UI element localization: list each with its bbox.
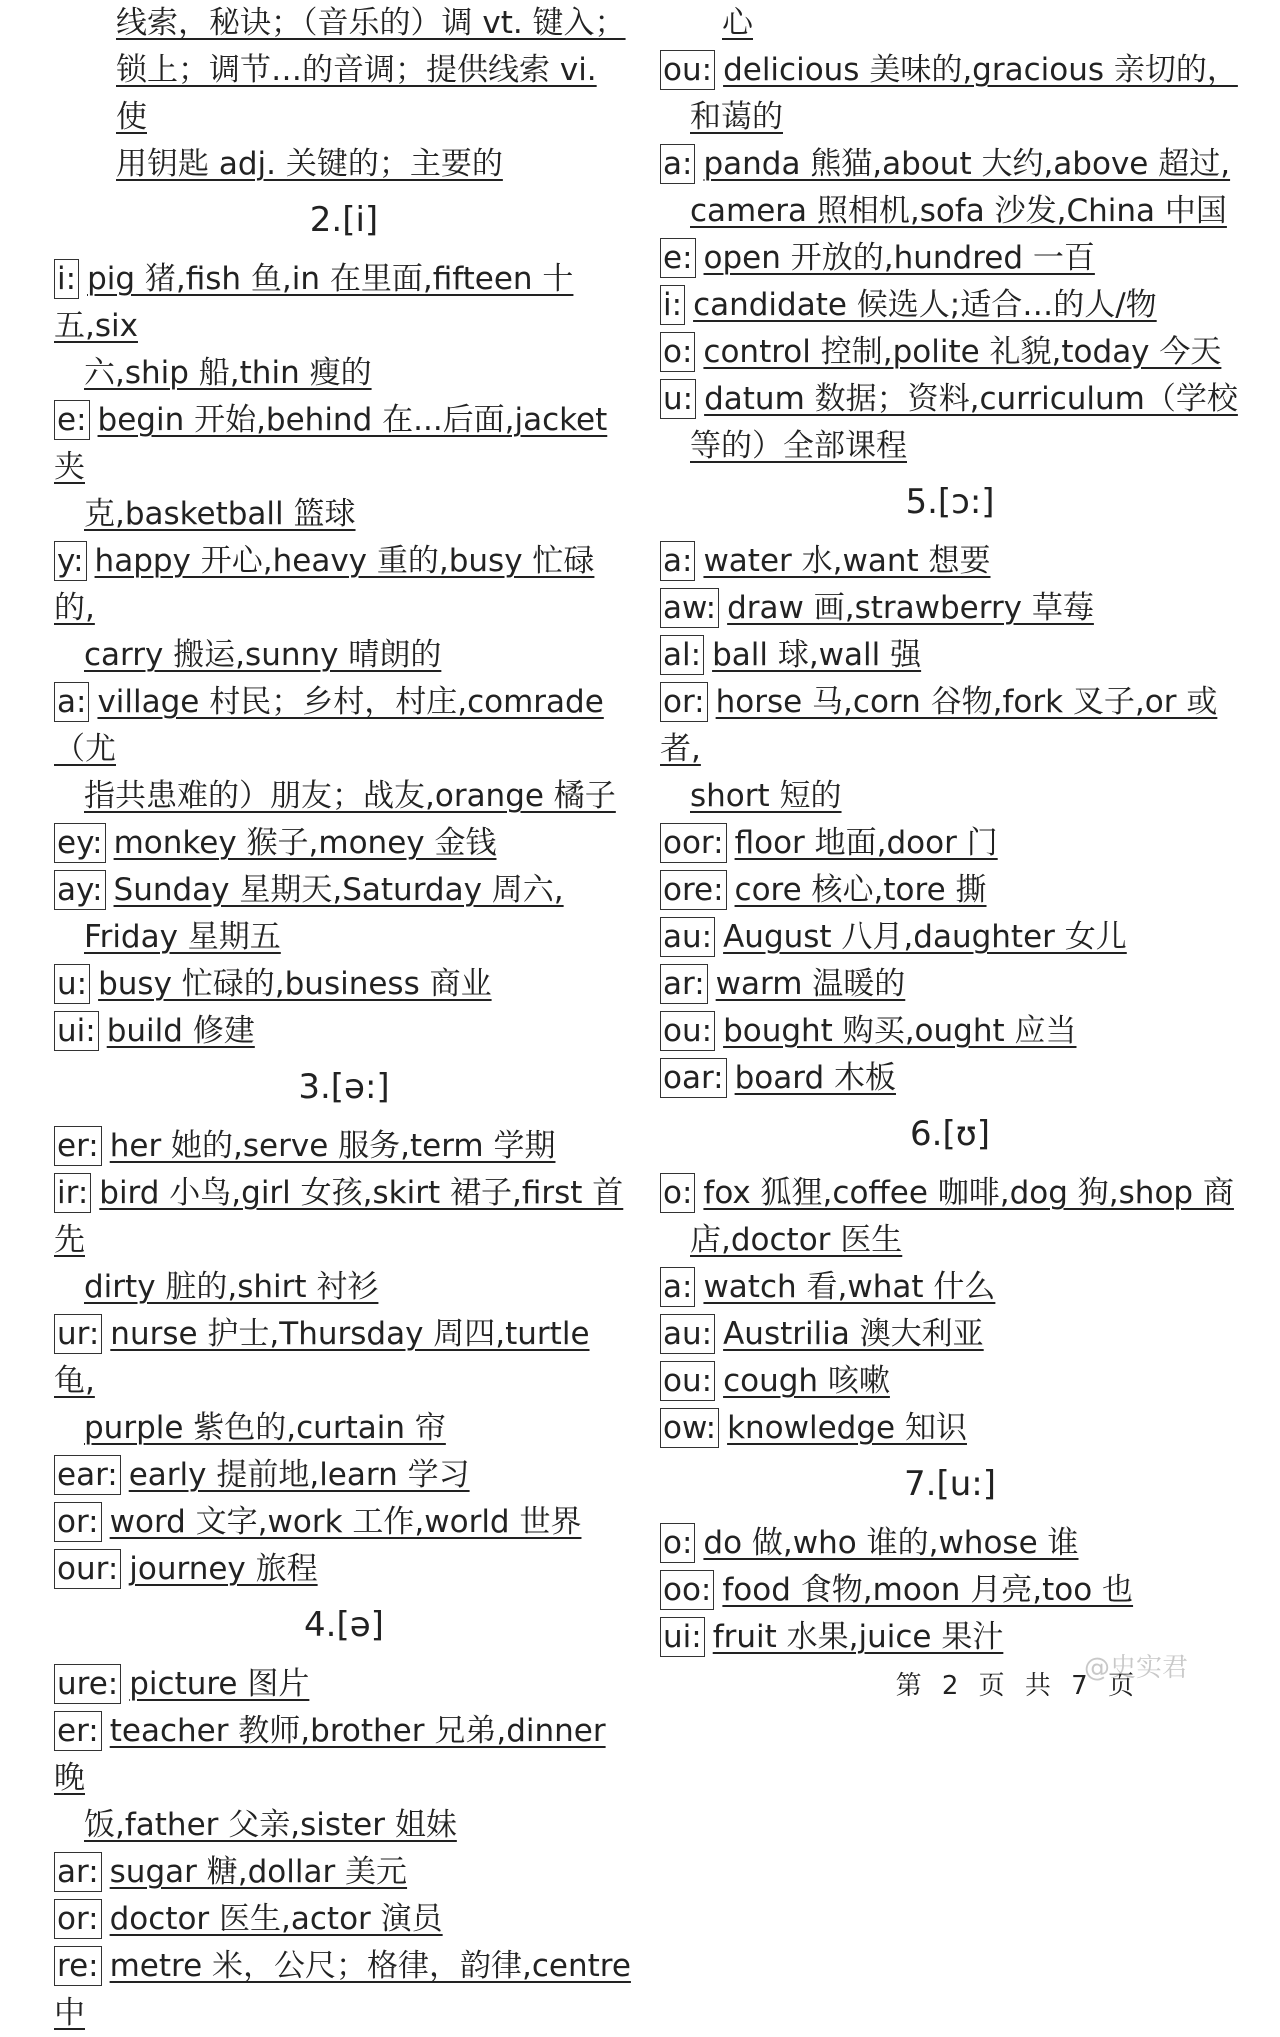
letter-pattern-box: u: xyxy=(660,379,696,419)
phonics-entry xyxy=(54,1849,634,1896)
section-heading: 6.[ʊ] xyxy=(910,1114,990,1154)
phonics-entry xyxy=(660,538,1240,585)
entry-text: watch 看,what 什么 xyxy=(703,1269,996,1305)
letter-pattern-box: o: xyxy=(660,332,695,372)
letter-pattern-box: our: xyxy=(54,1549,121,1589)
letter-pattern-box: er: xyxy=(54,1711,102,1751)
entry-text: doctor 医生,actor 演员 xyxy=(109,1901,443,1937)
letter-pattern-box: er: xyxy=(54,1126,102,1166)
page-footer: 第 2 页 共 7 页 xyxy=(895,1671,1140,1701)
entry-text: warm 温暖的 xyxy=(715,966,906,1002)
letter-pattern-box: y: xyxy=(54,541,87,581)
letter-pattern-box: ou: xyxy=(660,1361,715,1401)
entry-text: happy 开心,heavy 重的,busy 忙碌的, xyxy=(54,543,595,626)
entry-text: bought 购买,ought 应当 xyxy=(723,1013,1077,1049)
phonics-entry xyxy=(660,47,1240,94)
entry-text: board 木板 xyxy=(734,1060,896,1096)
phonics-entry xyxy=(54,1546,634,1593)
phonics-entry xyxy=(660,1567,1240,1614)
phonics-entry xyxy=(660,1264,1240,1311)
letter-pattern-box: ur: xyxy=(54,1314,102,1354)
phonics-entry xyxy=(660,141,1240,188)
phonics-entry xyxy=(660,820,1240,867)
entry-text: nurse 护士,Thursday 周四,turtle 龟, xyxy=(54,1316,590,1399)
phonics-entry xyxy=(54,1896,634,1943)
letter-pattern-box: a: xyxy=(660,541,695,581)
phonics-entry xyxy=(54,679,634,773)
section-heading: 4.[ə] xyxy=(304,1605,384,1645)
letter-pattern-box: ar: xyxy=(660,964,708,1004)
entry-text: sugar 糖,dollar 美元 xyxy=(109,1854,408,1890)
entry-text: early 提前地,learn 学习 xyxy=(128,1457,470,1493)
letter-pattern-box: e: xyxy=(54,400,90,440)
phonics-entry xyxy=(54,397,634,491)
entry-text: panda 熊猫,about 大约,above 超过, xyxy=(703,146,1231,182)
phonics-entry xyxy=(660,961,1240,1008)
entry-text: word 文字,work 工作,world 世界 xyxy=(109,1504,582,1540)
entry-text: begin 开始,behind 在...后面,jacket 夹 xyxy=(54,402,608,485)
phonics-entry xyxy=(660,867,1240,914)
phonics-entry xyxy=(660,235,1240,282)
entry-continuation: Friday 星期五 xyxy=(84,919,281,955)
entry-text: Austrilia 澳大利亚 xyxy=(723,1316,984,1352)
entry-text: control 控制,polite 礼貌,today 今天 xyxy=(703,334,1222,370)
entry-continuation: 克,basketball 篮球 xyxy=(84,496,356,532)
letter-pattern-box: oar: xyxy=(660,1058,727,1098)
entry-text: teacher 教师,brother 兄弟,dinner 晚 xyxy=(54,1713,606,1796)
phonics-entry xyxy=(54,1708,634,1802)
phonics-entry xyxy=(54,256,634,350)
phonics-entry xyxy=(660,1170,1240,1217)
entry-continuation: dirty 脏的,shirt 衬衫 xyxy=(84,1269,379,1305)
phonics-entry xyxy=(54,538,634,632)
entry-text: bird 小鸟,girl 女孩,skirt 裙子,first 首先 xyxy=(54,1175,624,1258)
letter-pattern-box: u: xyxy=(54,964,90,1004)
section-heading: 3.[ə:] xyxy=(298,1067,390,1107)
letter-pattern-box: ou: xyxy=(660,50,715,90)
entry-text: fruit 水果,juice 果汁 xyxy=(712,1619,1004,1655)
entry-text: busy 忙碌的,business 商业 xyxy=(98,966,492,1002)
entry-text: ball 球,wall 强 xyxy=(712,637,922,673)
letter-pattern-box: al: xyxy=(660,635,704,675)
entry-text: cough 咳嗽 xyxy=(723,1363,890,1399)
letter-pattern-box: oor: xyxy=(660,823,727,863)
letter-pattern-box: ure: xyxy=(54,1664,121,1704)
entry-text: build 修建 xyxy=(106,1013,255,1049)
section-heading: 7.[u:] xyxy=(904,1464,996,1504)
letter-pattern-box: a: xyxy=(54,682,89,722)
section-heading: 5.[ɔ:] xyxy=(905,482,995,522)
letter-pattern-box: e: xyxy=(660,238,696,278)
watermark: @史实君 xyxy=(1083,1653,1188,1683)
entry-text: metre 米，公尺；格律，韵律,centre 中 xyxy=(54,1948,631,2031)
letter-pattern-box: aw: xyxy=(660,588,719,628)
entry-text: August 八月,daughter 女儿 xyxy=(723,919,1127,955)
letter-pattern-box: or: xyxy=(54,1899,102,1939)
entry-continuation: 等的）全部课程 xyxy=(690,428,907,464)
phonics-entry xyxy=(660,1358,1240,1405)
letter-pattern-box: au: xyxy=(660,917,715,957)
letter-pattern-box: ir: xyxy=(54,1173,91,1213)
entry-continuation: camera 照相机,sofa 沙发,China 中国 xyxy=(690,193,1227,229)
phonics-entry xyxy=(660,329,1240,376)
intro-line: 心 xyxy=(722,5,753,41)
letter-pattern-box: i: xyxy=(660,285,685,325)
entry-text: do 做,who 谁的,whose 谁 xyxy=(703,1525,1079,1561)
phonics-entry xyxy=(54,1123,634,1170)
entry-text: floor 地面,door 门 xyxy=(734,825,998,861)
phonics-entry xyxy=(54,1452,634,1499)
entry-continuation: 指共患难的）朋友；战友,orange 橘子 xyxy=(84,778,616,814)
entry-text: monkey 猴子,money 金钱 xyxy=(113,825,497,861)
entry-text: delicious 美味的,gracious 亲切的， xyxy=(723,52,1238,88)
phonics-entry xyxy=(660,1055,1240,1102)
letter-pattern-box: ui: xyxy=(54,1011,99,1051)
phonics-entry xyxy=(660,679,1240,773)
entry-text: core 核心,tore 撕 xyxy=(734,872,987,908)
letter-pattern-box: o: xyxy=(660,1523,695,1563)
section-heading: 2.[i] xyxy=(309,200,379,240)
entry-text: fox 狐狸,coffee 咖啡,dog 狗,shop 商 xyxy=(703,1175,1234,1211)
phonics-entry xyxy=(660,376,1240,423)
phonics-entry xyxy=(660,1520,1240,1567)
entry-text: picture 图片 xyxy=(129,1666,310,1702)
letter-pattern-box: ay: xyxy=(54,870,106,910)
entry-text: water 水,want 想要 xyxy=(703,543,991,579)
phonics-entry xyxy=(54,867,634,914)
entry-text: pig 猪,fish 鱼,in 在里面,fifteen 十五,six xyxy=(54,261,574,344)
letter-pattern-box: a: xyxy=(660,144,695,184)
entry-text: her 她的,serve 服务,term 学期 xyxy=(109,1128,556,1164)
letter-pattern-box: re: xyxy=(54,1946,102,1986)
intro-line: 锁上；调节…的音调；提供线索 vi. 使 xyxy=(116,52,597,135)
letter-pattern-box: or: xyxy=(54,1502,102,1542)
phonics-entry xyxy=(660,1008,1240,1055)
letter-pattern-box: ear: xyxy=(54,1455,121,1495)
letter-pattern-box: ou: xyxy=(660,1011,715,1051)
letter-pattern-box: ow: xyxy=(660,1408,719,1448)
entry-text: open 开放的,hundred 一百 xyxy=(703,240,1095,276)
phonics-entry xyxy=(54,820,634,867)
letter-pattern-box: oo: xyxy=(660,1570,714,1610)
entry-text: draw 画,strawberry 草莓 xyxy=(727,590,1094,626)
letter-pattern-box: ui: xyxy=(660,1617,705,1657)
entry-continuation: purple 紫色的,curtain 帘 xyxy=(84,1410,446,1446)
intro-line: 线索，秘诀；（音乐的）调 vt. 键入； xyxy=(116,5,626,41)
entry-continuation: short 短的 xyxy=(690,778,842,814)
letter-pattern-box: a: xyxy=(660,1267,695,1307)
phonics-entry xyxy=(660,1311,1240,1358)
phonics-entry xyxy=(660,914,1240,961)
intro-line: 用钥匙 adj. 关键的；主要的 xyxy=(116,146,503,182)
entry-text: candidate 候选人;适合…的人/物 xyxy=(693,287,1157,323)
entry-text: Sunday 星期天,Saturday 周六, xyxy=(113,872,564,908)
entry-continuation: 店,doctor 医生 xyxy=(690,1222,903,1258)
entry-text: horse 马,corn 谷物,fork 叉子,or 或者, xyxy=(660,684,1218,767)
phonics-entry xyxy=(54,1311,634,1405)
phonics-entry xyxy=(54,1170,634,1264)
letter-pattern-box: au: xyxy=(660,1314,715,1354)
phonics-entry xyxy=(54,1499,634,1546)
phonics-entry xyxy=(660,632,1240,679)
letter-pattern-box: ore: xyxy=(660,870,727,910)
letter-pattern-box: or: xyxy=(660,682,708,722)
letter-pattern-box: ey: xyxy=(54,823,106,863)
right-column xyxy=(660,0,1240,1661)
entry-continuation: 和蔼的 xyxy=(690,99,783,135)
entry-text: village 村民；乡村，村庄,comrade（尤 xyxy=(54,684,604,767)
letter-pattern-box: ar: xyxy=(54,1852,102,1892)
entry-continuation: carry 搬运,sunny 晴朗的 xyxy=(84,637,442,673)
entry-text: knowledge 知识 xyxy=(727,1410,967,1446)
left-column xyxy=(54,0,634,2037)
letter-pattern-box: o: xyxy=(660,1173,695,1213)
phonics-entry xyxy=(54,1943,634,2037)
entry-continuation: 六,ship 船,thin 瘦的 xyxy=(84,355,372,391)
entry-text: datum 数据；资料,curriculum（学校 xyxy=(704,381,1238,417)
entry-text: journey 旅程 xyxy=(129,1551,318,1587)
phonics-entry xyxy=(660,585,1240,632)
entry-text: food 食物,moon 月亮,too 也 xyxy=(722,1572,1134,1608)
letter-pattern-box: i: xyxy=(54,259,79,299)
entry-continuation: 饭,father 父亲,sister 姐妹 xyxy=(84,1807,457,1843)
phonics-entry xyxy=(54,1661,634,1708)
phonics-entry xyxy=(660,1405,1240,1452)
phonics-entry xyxy=(54,1008,634,1055)
phonics-entry xyxy=(54,961,634,1008)
phonics-entry xyxy=(660,282,1240,329)
